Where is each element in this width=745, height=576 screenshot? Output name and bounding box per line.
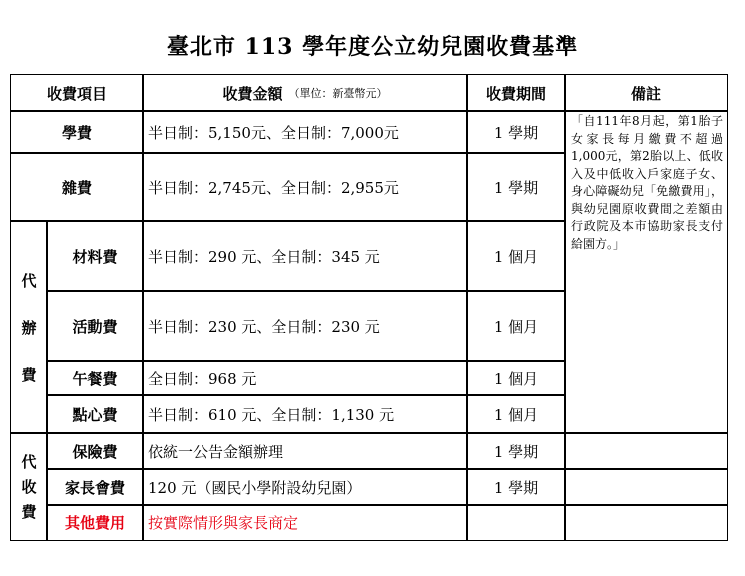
row-snack-period: 1 個月 <box>493 405 539 424</box>
group-daishou-text: 代 收 費 <box>21 453 37 521</box>
remarks-text: 「自111年8月起，第1胎子女家長每月繳費不超過1,000元，第2胎以上、低收入及中低收入戶家庭子女、身心障礙幼兒「免繳費用」，與幼兒園原收費間之差額由行政院及本市協助家長支付給園方。」 <box>571 114 723 251</box>
row-snack-amount: 半日制：610 元、全日制：1,130 元 <box>148 405 395 424</box>
row-insurance-amount: 依統一公告金額辦理 <box>148 442 284 461</box>
header-item: 收費項目 <box>46 84 107 103</box>
grid-line <box>47 360 565 362</box>
header-amount <box>143 75 467 111</box>
row-materials-amount: 半日制：290 元、全日制：345 元 <box>148 247 380 266</box>
row-tuition-label: 學費 <box>61 123 92 142</box>
grid-line <box>46 221 48 540</box>
row-pta-label: 家長會費 <box>64 478 125 497</box>
header-amount-label: 收費金額 <box>222 84 283 103</box>
row-materials-period: 1 個月 <box>493 247 539 266</box>
row-misc-amount: 半日制：2,745元、全日制：2,955元 <box>148 178 399 197</box>
row-misc-label: 雜費 <box>61 178 92 197</box>
grid-line <box>11 110 727 112</box>
row-activity-period: 1 個月 <box>493 317 539 336</box>
header-period: 收費期間 <box>485 84 546 103</box>
grid-line <box>47 290 565 292</box>
row-pta-amount: 120 元（國民小學附設幼兒園） <box>148 478 362 497</box>
grid-line <box>564 75 566 540</box>
group-daishou-label <box>11 433 47 540</box>
grid-line <box>47 504 727 506</box>
row-activity-label: 活動費 <box>72 317 118 336</box>
row-activity-amount: 半日制：230 元、全日制：230 元 <box>148 317 380 336</box>
grid-line <box>47 394 565 396</box>
row-lunch-period: 1 個月 <box>493 369 539 388</box>
group-daiban-label <box>11 221 47 433</box>
page-title: 臺北市 113 學年度公立幼兒園收費基準 <box>166 34 579 60</box>
row-snack-label: 點心費 <box>72 405 118 424</box>
group-daiban-text: 代 辦 費 <box>21 271 37 384</box>
grid-line <box>11 432 727 434</box>
row-lunch-label: 午餐費 <box>72 369 118 388</box>
row-other-period <box>467 505 565 540</box>
row-pta-period: 1 學期 <box>493 478 539 497</box>
header-remarks: 備註 <box>630 84 661 103</box>
grid-line <box>466 75 468 540</box>
row-other-label: 其他費用 <box>64 514 125 532</box>
grid-line <box>11 220 565 222</box>
header-amount-unit: （單位：新臺幣元） <box>288 87 388 100</box>
row-misc-period: 1 學期 <box>493 178 539 197</box>
row-insurance-period: 1 學期 <box>493 442 539 461</box>
row-tuition-amount: 半日制：5,150元、全日制：7,000元 <box>148 123 399 142</box>
grid-line <box>47 468 727 470</box>
row-materials-label: 材料費 <box>72 247 118 266</box>
row-insurance-label: 保險費 <box>72 442 118 461</box>
grid-line <box>11 152 565 154</box>
row-lunch-amount: 全日制：968 元 <box>148 369 257 388</box>
row-tuition-period: 1 學期 <box>493 123 539 142</box>
row-other-amount: 按實際情形與家長商定 <box>148 514 299 532</box>
fee-table <box>10 74 728 541</box>
grid-line <box>142 75 144 540</box>
